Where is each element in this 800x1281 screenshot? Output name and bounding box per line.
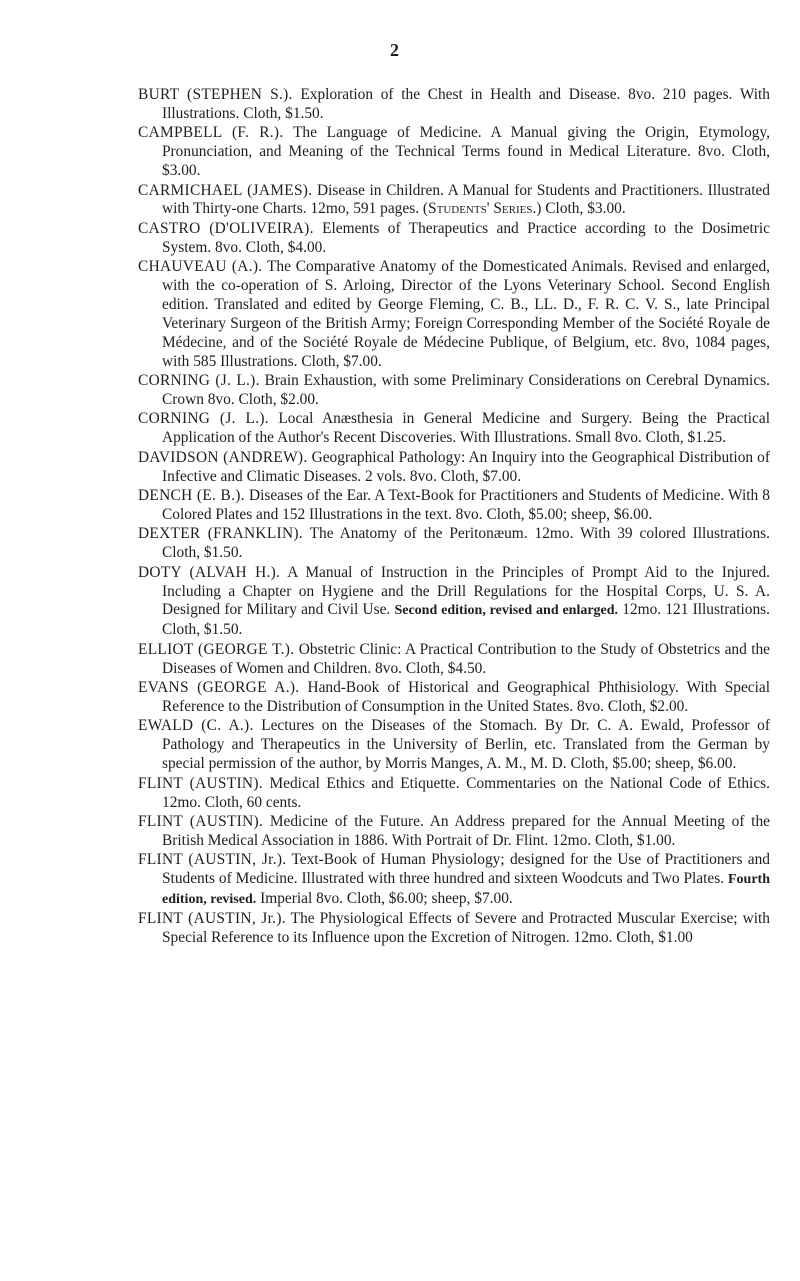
entry-text: Medical Ethics and Etiquette. Commentaries on the National Code of Ethics. 12mo. Cloth, 60 cents. xyxy=(162,774,770,811)
entry-text: Exploration of the Chest in Health and Disease. 8vo. 210 pages. With Illustrations. Cloth, $1.50. xyxy=(162,86,770,122)
entry-author: CHAUVEAU (A.). xyxy=(138,258,263,276)
entry-author: FLINT (AUSTIN, Jr.). xyxy=(138,910,286,928)
catalog-entry xyxy=(138,775,770,813)
catalog-entry xyxy=(138,182,770,220)
entry-author: FLINT (AUSTIN, Jr.). xyxy=(138,851,287,869)
entry-tail: Imperial 8vo. Cloth, $6.00; sheep, $7.00. xyxy=(260,890,513,908)
entry-author: CAMPBELL (F. R.). xyxy=(138,124,284,142)
entry-text: Lectures on the Diseases of the Stomach. By Dr. C. A. Ewald, Professor of Pathology and Therapeutics in the University of Berlin, etc. Translated from the German by special permission of the author, by Morris Manges, A. M., M. D. Cloth, $5.00; sheep, $6.00. xyxy=(162,717,770,773)
entry-text: Diseases of the Ear. A Text-Book for Practitioners and Students of Medicine. With 8 Colored Plates and 152 Illustrations in the text. 8vo. Cloth, $5.00; sheep, $6.00. xyxy=(162,487,770,523)
entry-author: CASTRO (D'OLIVEIRA). xyxy=(138,219,314,237)
catalog-entry xyxy=(138,717,770,774)
catalog-entry xyxy=(138,564,770,641)
entry-author: FLINT (AUSTIN). xyxy=(138,812,264,830)
catalog-entry xyxy=(138,449,770,487)
entry-author: DOTY (ALVAH H.). xyxy=(138,563,281,581)
catalog-entry xyxy=(138,813,770,851)
catalog-entry xyxy=(138,410,770,448)
catalog-entry xyxy=(138,851,770,910)
entry-author: FLINT (AUSTIN). xyxy=(138,774,263,792)
entry-text: Local Anæsthesia in General Medicine and Surgery. Being the Practical Application of the Author's Recent Discoveries. With Illustrations. Small 8vo. Cloth, $1.25. xyxy=(162,410,770,447)
catalog-entry xyxy=(138,641,770,679)
catalog-entry xyxy=(138,258,770,371)
entry-author: CORNING (J. L.). xyxy=(138,372,260,390)
entry-text: The Language of Medicine. A Manual giving the Origin, Etymology, Pronunciation, and Meaning of the Technical Terms found in Medical Literature. 8vo. Cloth, $3.00. xyxy=(162,124,770,180)
entry-author: EWALD (C. A.). xyxy=(138,717,254,735)
catalog-entry xyxy=(138,124,770,181)
entry-edition: Second edition, revised and enlarged. xyxy=(394,603,619,619)
entry-author: EVANS (GEORGE A.). xyxy=(138,679,300,697)
entry-text: Obstetric Clinic: A Practical Contribution to the Study of Obstetrics and the Diseases of Women and Children. 8vo. Cloth, $4.50. xyxy=(162,640,770,677)
entry-text: Hand-Book of Historical and Geographical Phthisiology. With Special Reference to the Distribution of Consumption in the United States. 8vo. Cloth, $2.00. xyxy=(162,679,770,715)
entry-text: Brain Exhaustion, with some Preliminary Considerations on Cerebral Dynamics. Crown 8vo. Cloth, $2.00. xyxy=(162,372,771,408)
catalog-list xyxy=(138,86,770,949)
entry-tail: Cloth, $3.00. xyxy=(545,200,626,218)
entry-text: The Comparative Anatomy of the Domesticated Animals. Revised and enlarged, with the co-operation of S. Arloing, Director of the Lyons Veterinary School. Second English edition. Translated and edited by George Fleming, C. B., LL. D., F. R. C. V. S., late Principal Veterinary Surgeon of the British Army; Foreign Corresponding Member of the Société Royale de Médecine, and of the Société Royale de Médecine Publique, of Belgium, etc. 8vo, 1084 pages, with 585 Illustrations. Cloth, $7.00. xyxy=(162,258,770,370)
entry-author: CARMICHAEL (JAMES). xyxy=(138,181,313,199)
entry-text: Text-Book of Human Physiology; designed for the Use of Practitioners and Students of Medicine. Illustrated with three hundred and sixteen Woodcuts and Two Plates. xyxy=(162,851,770,888)
entry-series: (Students' Series.) xyxy=(422,200,542,218)
entry-author: ELLIOT (GEORGE T.). xyxy=(138,640,295,658)
entry-edition: Fourth edition, revised. xyxy=(162,872,770,908)
catalog-entry xyxy=(138,525,770,563)
entry-text: A Manual of Instruction in the Principles of Prompt Aid to the Injured. Including a Chapter on Hygiene and the Drill Regulations for the Hospital Corps, U. S. A. Designed for Military and Civil Use. xyxy=(162,563,770,619)
catalog-entry xyxy=(138,679,770,717)
entry-author: CORNING (J. L.). xyxy=(138,410,269,428)
catalog-entry xyxy=(138,910,770,948)
page-number: 2 xyxy=(390,40,400,60)
entry-text: Medicine of the Future. An Address prepared for the Annual Meeting of the British Medical Association in 1886. With Portrait of Dr. Flint. 12mo. Cloth, $1.00. xyxy=(162,812,770,849)
entry-text: Geographical Pathology: An Inquiry into the Geographical Distribution of Infective and Climatic Diseases. 2 vols. 8vo. Cloth, $7.00. xyxy=(162,448,770,485)
entry-author: DENCH (E. B.). xyxy=(138,487,245,505)
catalog-entry xyxy=(138,220,770,258)
catalog-entry xyxy=(138,487,770,525)
entry-author: DAVIDSON (ANDREW). xyxy=(138,448,308,466)
entry-author: BURT (STEPHEN S.). xyxy=(138,86,293,103)
entry-tail: 12mo. 121 Illustrations. Cloth, $1.50. xyxy=(162,601,770,639)
entry-text: The Physiological Effects of Severe and Protracted Muscular Exercise; with Special Reference to its Influence upon the Excretion of Nitrogen. 12mo. Cloth, $1.00 xyxy=(162,910,770,947)
catalog-entry xyxy=(138,86,770,124)
entry-author: DEXTER (FRANKLIN). xyxy=(138,525,303,543)
catalog-entry xyxy=(138,372,770,410)
entry-text: Disease in Children. A Manual for Students and Practitioners. Illustrated with Thirty-one Charts. 12mo, 591 pages. xyxy=(162,181,770,218)
entry-text: Elements of Therapeutics and Practice according to the Dosimetric System. 8vo. Cloth, $4.00. xyxy=(162,219,770,256)
entry-text: The Anatomy of the Peritonæum. 12mo. With 39 colored Illustrations. Cloth, $1.50. xyxy=(162,525,771,562)
